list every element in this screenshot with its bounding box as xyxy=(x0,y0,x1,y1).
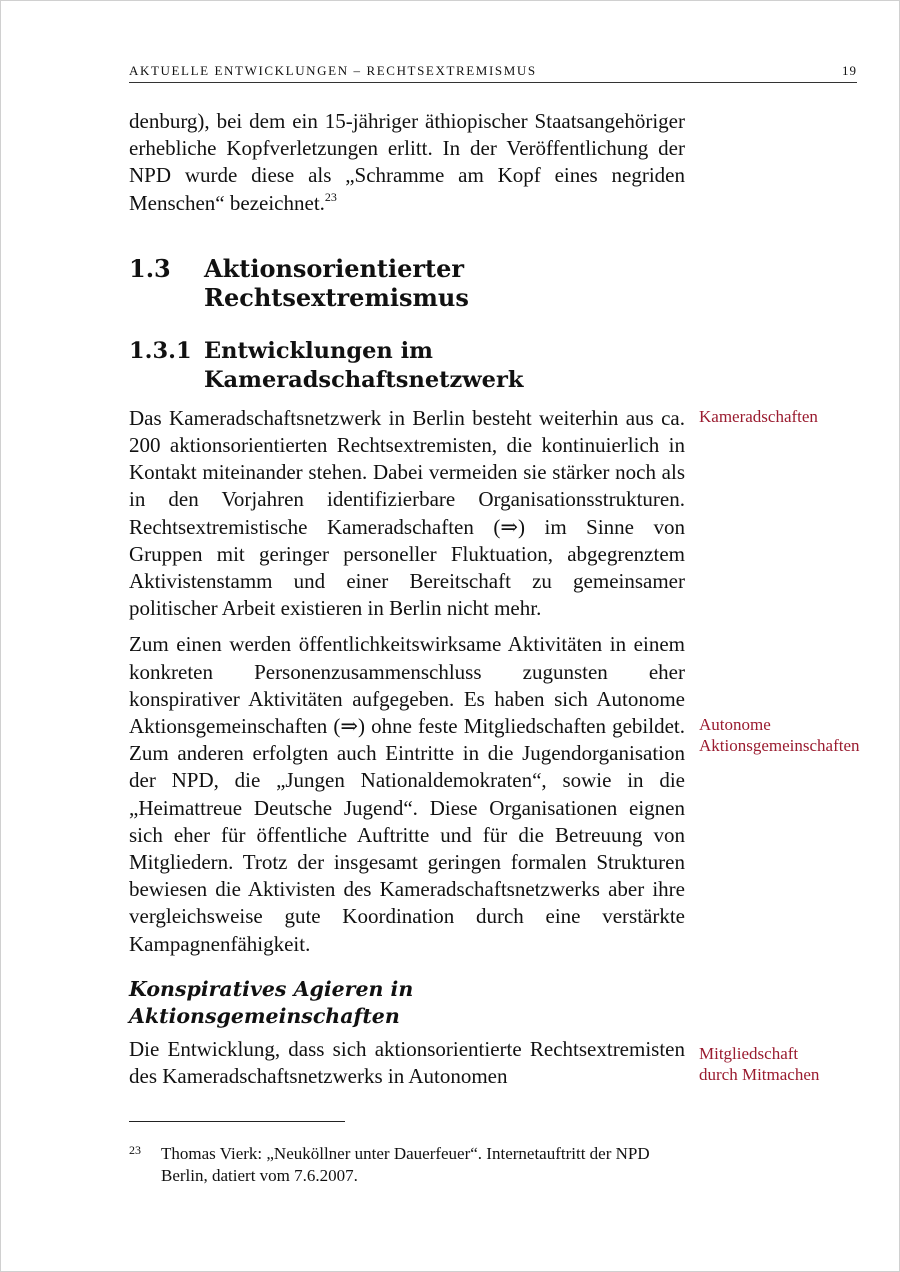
section-number: 1.3 xyxy=(129,253,171,283)
section-heading xyxy=(129,254,685,312)
paragraph-aktionsgemeinschaften xyxy=(129,631,685,957)
page-number: 19 xyxy=(842,63,857,78)
paragraph-2-text-a: Zum einen werden öffentlichkeitswirksame Aktivitäten in einem konkreten Personenzusammenschluss zugunsten eher konspirativer Aktivitäten aufgegeben. Es haben sich Autonome Aktionsgemeinschaften ( xyxy=(129,632,685,739)
footnote xyxy=(129,1143,685,1187)
paragraph-kameradschaften xyxy=(129,405,685,623)
italic-subheading: Konspiratives Agieren in Aktionsgemeinschaften xyxy=(129,976,414,1028)
paragraph-konspiratives-agieren: Die Entwicklung, dass sich aktionsorientierte Rechtsextremisten des Kameradschaftsnetzwerks in Autonomen xyxy=(129,1036,685,1089)
margin-note-line: Autonome xyxy=(699,715,771,734)
intro-paragraph xyxy=(129,108,685,217)
main-text-column xyxy=(129,108,685,1090)
running-header xyxy=(129,63,857,83)
margin-note-kameradschaften xyxy=(699,406,894,427)
margin-note-line: Aktionsgemeinschaften xyxy=(699,736,860,755)
section-title: Aktionsorientierter Rechtsextremismus xyxy=(204,253,469,312)
footnote-text: Thomas Vierk: „Neuköllner unter Dauerfeuer“. Internetauftritt der NPD Berlin, datiert vom 7.6.2007. xyxy=(161,1144,650,1185)
footnote-separator xyxy=(129,1121,345,1122)
subsection-title: Entwicklungen im Kameradschaftsnetzwerk xyxy=(204,337,524,393)
running-title: AKTUELLE ENTWICKLUNGEN – RECHTSEXTREMISMUS xyxy=(129,63,537,78)
cross-reference-arrow-icon: ⇒ xyxy=(340,714,358,739)
margin-note-line: Mitgliedschaft xyxy=(699,1044,799,1063)
paragraph-1-text-b: ) im Sinne von Gruppen mit geringer personeller Fluktuation, abgegrenztem Aktivistenstamm und einer Bereitschaft zu gemeinsamer politischer Arbeit existieren in Berlin nicht mehr. xyxy=(129,514,685,621)
margin-note-text: Kameradschaften xyxy=(699,407,818,426)
margin-note-autonome-aktionsgemeinschaften xyxy=(699,714,894,756)
margin-note-mitgliedschaft xyxy=(699,1043,894,1085)
subsection-heading xyxy=(129,337,685,395)
subsection-number: 1.3.1 xyxy=(129,337,192,364)
cross-reference-arrow-icon: ⇒ xyxy=(500,514,518,539)
footnote-number: 23 xyxy=(129,1143,141,1157)
paragraph-2-text-b: ) ohne feste Mitgliedschaften gebildet. Zum anderen erfolgten auch Eintritte in die Jugendorganisation der NPD, die „Jungen Nationaldemokraten“, sowie in die „Heimattreue Deutsche Jugend“. Diese Organisationen eignen sich eher für öffentliche Auftritte und für die Betreuung von Mitgliedern. Trotz der insgesamt geringen formalen Strukturen bewiesen die Aktivisten des Kameradschaftsnetzwerks aber ihre vergleichsweise gute Koordination durch eine verstärkte Kampagnenfähigkeit. xyxy=(129,714,685,956)
footnote-reference: 23 xyxy=(324,189,337,204)
paragraph-1-text-a: Das Kameradschaftsnetzwerk in Berlin besteht weiterhin aus ca. 200 aktionsorientierten Rechtsextremisten, die kontinuierlich in Kontakt miteinander stehen. Dabei vermeiden sie stärker noch als in den Vorjahren identifizierbare Organisationsstrukturen. Rechtsextremistische Kameradschaften ( xyxy=(129,405,685,539)
intro-paragraph-text: denburg), bei dem ein 15-jähriger äthiopischer Staatsangehöriger erhebliche Kopfverletzungen erlitt. In der Veröffentlichung der NPD wurde diese als „Schramme am Kopf eines negriden Menschen“ bezeichnet. xyxy=(129,109,685,215)
margin-note-line: durch Mitmachen xyxy=(699,1065,820,1084)
